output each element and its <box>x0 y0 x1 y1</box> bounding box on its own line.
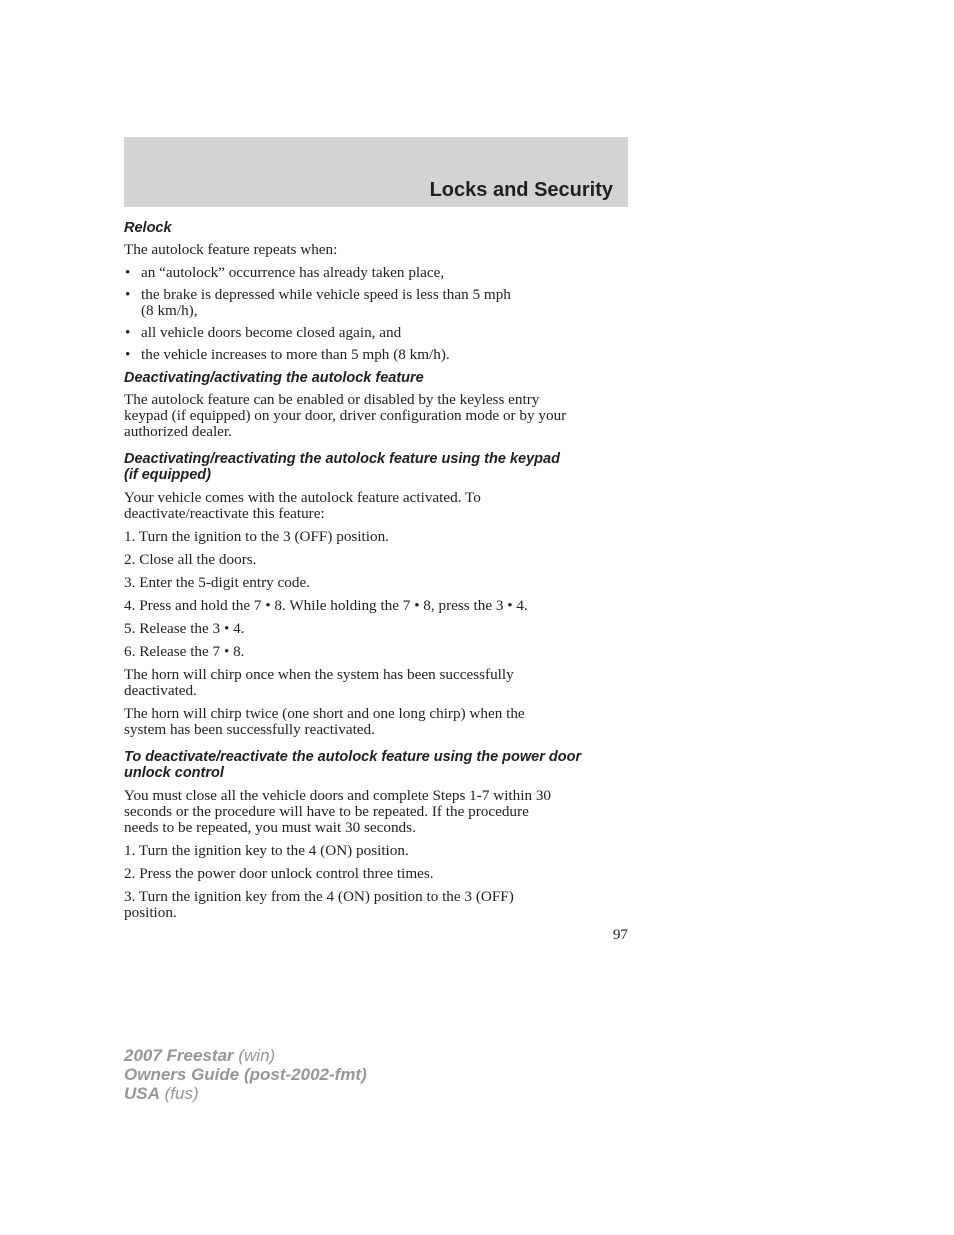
relock-bullet-list <box>124 265 628 363</box>
list-item: 2. Press the power door unlock control three times. <box>124 865 434 882</box>
heading-deactivating: Deactivating/activating the autolock feature <box>124 370 424 386</box>
heading-relock: Relock <box>124 220 172 236</box>
footer-line-guide: Owners Guide (post-2002-fmt) <box>124 1065 367 1084</box>
bullet-glyph: • <box>125 286 131 303</box>
power-door-steps <box>124 843 628 921</box>
list-item: 4. Press and hold the 7 • 8. While holding the 7 • 8, press the 3 • 4. <box>124 597 528 614</box>
list-item: 3. Turn the ignition key from the 4 (ON) position to the 3 (OFF) position. <box>124 888 514 921</box>
list-item: 3. Enter the 5-digit entry code. <box>124 574 310 591</box>
list-item: • the vehicle increases to more than 5 mph (8 km/h). <box>125 346 450 363</box>
list-item: 6. Release the 7 • 8. <box>124 643 245 660</box>
list-item: 1. Turn the ignition key to the 4 (ON) position. <box>124 842 409 859</box>
list-item: 2. Close all the doors. <box>124 551 257 568</box>
footer-line-market: USA (fus) <box>124 1084 199 1103</box>
bullet-glyph: • <box>125 346 131 363</box>
list-item: 5. Release the 3 • 4. <box>124 620 245 637</box>
keypad-note-deactivated: The horn will chirp once when the system has been successfully deactivated. <box>124 666 514 699</box>
heading-keypad: Deactivating/reactivating the autolock feature using the keypad (if equipped) <box>124 451 560 483</box>
list-item: • an “autolock” occurrence has already taken place, <box>125 264 445 281</box>
bullet-glyph: • <box>125 324 131 341</box>
page-content <box>124 220 628 928</box>
heading-power-door: To deactivate/reactivate the autolock feature using the power door unlock control <box>124 749 582 781</box>
list-item: 1. Turn the ignition to the 3 (OFF) position. <box>124 528 389 545</box>
page-number: 97 <box>612 926 628 943</box>
keypad-intro: Your vehicle comes with the autolock feature activated. To deactivate/reactivate this feature: <box>124 489 481 522</box>
deactivating-body: The autolock feature can be enabled or disabled by the keyless entry keypad (if equipped) on your door, driver configuration mode or by your authorized dealer. <box>124 391 567 440</box>
list-item: • the brake is depressed while vehicle speed is less than 5 mph (8 km/h), <box>125 286 511 319</box>
section-header-band <box>124 137 628 207</box>
bullet-glyph: • <box>125 264 131 281</box>
keypad-steps <box>124 529 628 660</box>
list-item: • all vehicle doors become closed again, and <box>125 324 402 341</box>
relock-intro: The autolock feature repeats when: <box>124 241 338 258</box>
footer-line-model: 2007 Freestar (win) <box>124 1046 276 1065</box>
keypad-note-reactivated: The horn will chirp twice (one short and one long chirp) when the system has been successfully reactivated. <box>124 705 525 738</box>
power-door-intro: You must close all the vehicle doors and complete Steps 1-7 within 30 seconds or the procedure will have to be repeated. If the procedure needs to be repeated, you must wait 30 seconds. <box>124 787 552 836</box>
section-title: Locks and Security <box>429 179 613 201</box>
document-footer <box>124 1046 367 1103</box>
